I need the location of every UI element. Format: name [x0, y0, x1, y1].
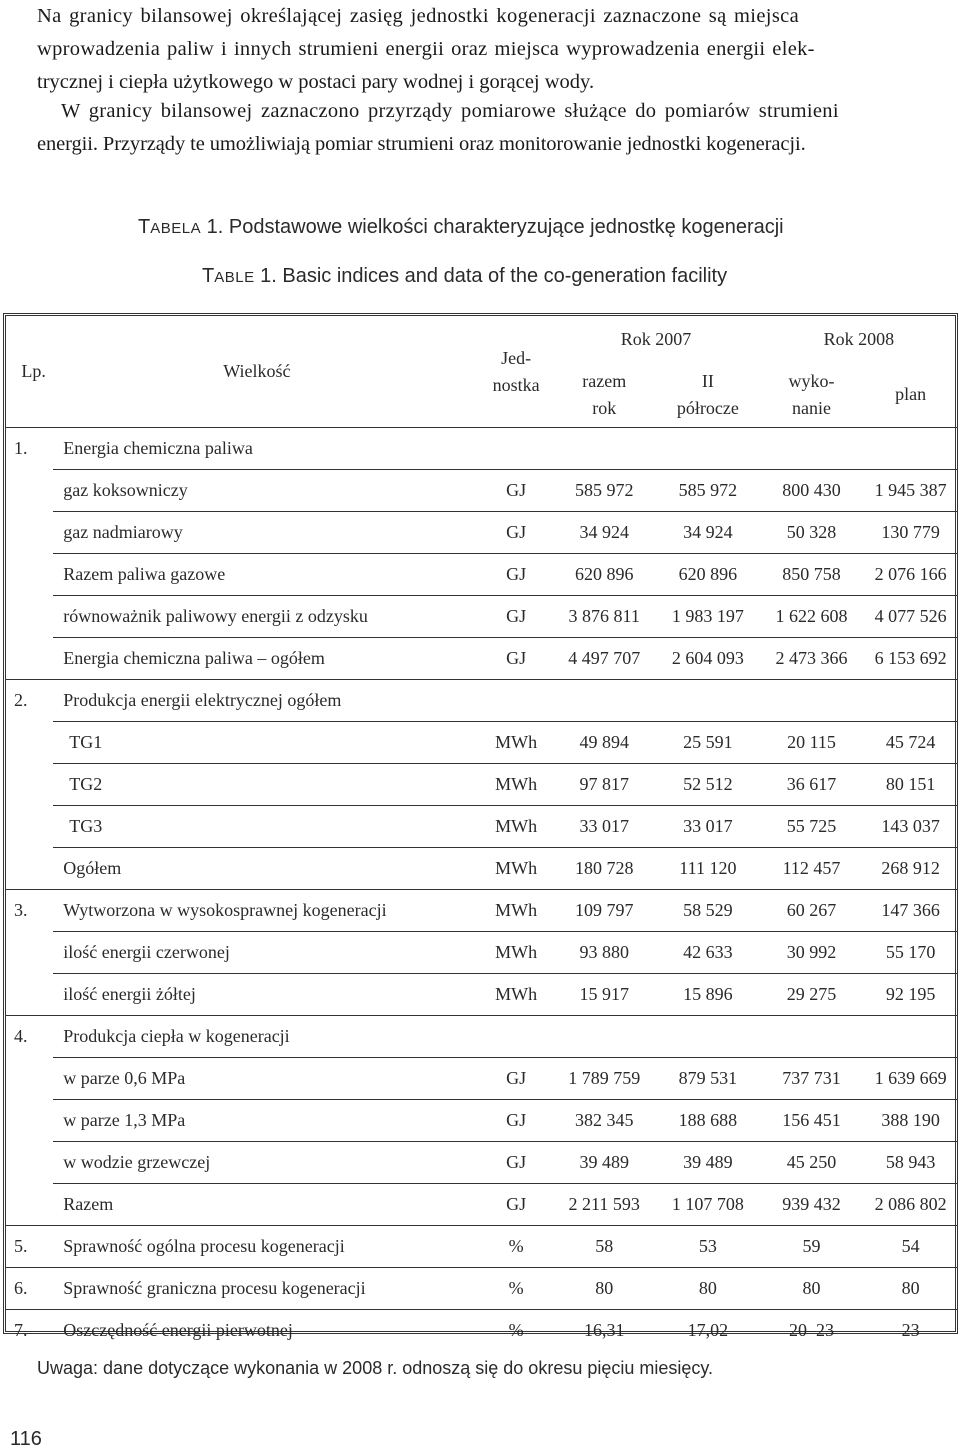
- caption-label: T: [138, 216, 151, 238]
- cell-unit: %: [480, 1226, 552, 1268]
- table-body: [6, 428, 958, 1352]
- cell-unit: GJ: [480, 1100, 552, 1142]
- cell-unit: GJ: [480, 512, 552, 554]
- cell-unit: GJ: [480, 1058, 552, 1100]
- cell-value-2008-plan: [863, 1016, 958, 1058]
- cell-name: TG1: [53, 722, 480, 764]
- cell-name: gaz nadmiarowy: [53, 512, 480, 554]
- cell-name: Oszczędność energii pierwotnej: [53, 1310, 480, 1352]
- cell-lp: [6, 554, 53, 596]
- cell-lp: [6, 638, 53, 680]
- paragraph-line: Na granicy bilansowej określającej zasięg jednostki kogeneracji zaznaczone są miejsca: [37, 5, 800, 27]
- cell-value-2008-wykonanie: 55 725: [760, 806, 864, 848]
- caption-text: 1. Podstawowe wielkości charakteryzujące jednostkę kogeneracji: [201, 216, 784, 238]
- cell-unit: GJ: [480, 470, 552, 512]
- cell-value-2007-polrocze: 52 512: [656, 764, 760, 806]
- paragraph-line: W granicy bilansowej zaznaczono przyrządy pomiarowe służące do pomiarów strumieni: [61, 100, 839, 122]
- cell-lp: [6, 470, 53, 512]
- cell-value-2007-rok: 15 917: [552, 974, 656, 1016]
- cell-name: TG3: [53, 806, 480, 848]
- cell-value-2008-plan: 23: [863, 1310, 958, 1352]
- cell-value-2007-rok: 16,31: [552, 1310, 656, 1352]
- header-line: nanie: [792, 397, 832, 418]
- cell-lp: [6, 932, 53, 974]
- cell-value-2007-rok: 97 817: [552, 764, 656, 806]
- cell-value-2008-wykonanie: 60 267: [760, 890, 864, 932]
- table-row: [6, 1268, 958, 1310]
- cell-lp: 1.: [6, 428, 53, 470]
- cell-name: w parze 0,6 MPa: [53, 1058, 480, 1100]
- cell-value-2008-wykonanie: [760, 1016, 864, 1058]
- cell-value-2008-wykonanie: 30 992: [760, 932, 864, 974]
- table-row: [6, 1142, 958, 1184]
- cell-value-2008-wykonanie: 20–23: [760, 1310, 864, 1352]
- intro-paragraph-1: [37, 0, 955, 99]
- cell-value-2007-rok: 3 876 811: [552, 596, 656, 638]
- cell-name: Ogółem: [53, 848, 480, 890]
- cell-unit: MWh: [480, 806, 552, 848]
- cell-value-2007-rok: 58: [552, 1226, 656, 1268]
- cell-lp: 4.: [6, 1016, 53, 1058]
- table-row: [6, 554, 958, 596]
- cell-value-2007-polrocze: 58 529: [656, 890, 760, 932]
- table-row: [6, 680, 958, 722]
- cell-name: Produkcja energii elektrycznej ogółem: [53, 680, 480, 722]
- table-row: [6, 512, 958, 554]
- cell-value-2008-wykonanie: [760, 428, 864, 470]
- cell-value-2008-wykonanie: 29 275: [760, 974, 864, 1016]
- cell-value-2008-wykonanie: 156 451: [760, 1100, 864, 1142]
- cell-value-2007-polrocze: 15 896: [656, 974, 760, 1016]
- cell-value-2007-polrocze: 2 604 093: [656, 638, 760, 680]
- cell-value-2008-plan: [863, 680, 958, 722]
- cell-value-2008-wykonanie: 20 115: [760, 722, 864, 764]
- data-table: [6, 316, 958, 1351]
- cell-unit: GJ: [480, 1142, 552, 1184]
- cell-value-2007-rok: [552, 428, 656, 470]
- cell-value-2007-polrocze: 620 896: [656, 554, 760, 596]
- cell-unit: [480, 428, 552, 470]
- cell-value-2008-plan: 1 945 387: [863, 470, 958, 512]
- cell-unit: MWh: [480, 764, 552, 806]
- cell-unit: [480, 680, 552, 722]
- cell-name: w parze 1,3 MPa: [53, 1100, 480, 1142]
- cell-unit: MWh: [480, 848, 552, 890]
- cell-value-2008-plan: 6 153 692: [863, 638, 958, 680]
- table-row: [6, 974, 958, 1016]
- cell-value-2008-wykonanie: 2 473 366: [760, 638, 864, 680]
- cell-name: Sprawność graniczna procesu kogeneracji: [53, 1268, 480, 1310]
- table-header: [6, 316, 958, 428]
- cell-unit: GJ: [480, 596, 552, 638]
- cell-value-2008-plan: 54: [863, 1226, 958, 1268]
- cell-value-2007-rok: 34 924: [552, 512, 656, 554]
- cell-value-2007-polrocze: 879 531: [656, 1058, 760, 1100]
- data-table-frame: [3, 313, 958, 1340]
- table-row: [6, 428, 958, 470]
- cell-value-2008-wykonanie: 800 430: [760, 470, 864, 512]
- cell-name: ilość energii żółtej: [53, 974, 480, 1016]
- cell-value-2008-plan: [863, 428, 958, 470]
- cell-value-2008-wykonanie: 850 758: [760, 554, 864, 596]
- header-year-2007: Rok 2007: [620, 328, 692, 349]
- cell-value-2008-wykonanie: 939 432: [760, 1184, 864, 1226]
- cell-value-2007-rok: 180 728: [552, 848, 656, 890]
- cell-value-2007-rok: 585 972: [552, 470, 656, 512]
- cell-name: Sprawność ogólna procesu kogeneracji: [53, 1226, 480, 1268]
- cell-lp: [6, 848, 53, 890]
- cell-unit: MWh: [480, 722, 552, 764]
- cell-unit: GJ: [480, 1184, 552, 1226]
- cell-value-2007-polrocze: [656, 428, 760, 470]
- cell-unit: %: [480, 1268, 552, 1310]
- table-row: [6, 638, 958, 680]
- cell-value-2007-rok: 39 489: [552, 1142, 656, 1184]
- cell-value-2008-plan: 268 912: [863, 848, 958, 890]
- cell-value-2007-rok: 4 497 707: [552, 638, 656, 680]
- cell-lp: 5.: [6, 1226, 53, 1268]
- cell-value-2007-polrocze: 1 983 197: [656, 596, 760, 638]
- cell-value-2007-polrocze: [656, 1016, 760, 1058]
- table-row: [6, 1058, 958, 1100]
- caption-text: 1. Basic indices and data of the co-generation facility: [254, 265, 728, 287]
- cell-value-2008-wykonanie: 112 457: [760, 848, 864, 890]
- cell-name: równoważnik paliwowy energii z odzysku: [53, 596, 480, 638]
- cell-lp: [6, 722, 53, 764]
- cell-value-2007-polrocze: 25 591: [656, 722, 760, 764]
- cell-value-2007-polrocze: [656, 680, 760, 722]
- table-row: [6, 1100, 958, 1142]
- cell-lp: [6, 974, 53, 1016]
- cell-lp: [6, 512, 53, 554]
- cell-name: Energia chemiczna paliwa – ogółem: [53, 638, 480, 680]
- cell-value-2008-plan: 4 077 526: [863, 596, 958, 638]
- table-row: [6, 470, 958, 512]
- cell-value-2008-wykonanie: 80: [760, 1268, 864, 1310]
- header-line: razem: [582, 370, 627, 391]
- cell-value-2008-plan: 80: [863, 1268, 958, 1310]
- cell-value-2008-wykonanie: 59: [760, 1226, 864, 1268]
- header-unit-line: Jed-: [501, 347, 532, 368]
- cell-name: TG2: [53, 764, 480, 806]
- cell-lp: [6, 1058, 53, 1100]
- cell-lp: 2.: [6, 680, 53, 722]
- cell-value-2007-rok: 382 345: [552, 1100, 656, 1142]
- cell-unit: GJ: [480, 554, 552, 596]
- cell-lp: [6, 1142, 53, 1184]
- cell-lp: [6, 764, 53, 806]
- cell-name: Energia chemiczna paliwa: [53, 428, 480, 470]
- cell-value-2007-rok: [552, 680, 656, 722]
- cell-value-2007-rok: 109 797: [552, 890, 656, 932]
- table-row: [6, 1016, 958, 1058]
- cell-value-2008-wykonanie: 45 250: [760, 1142, 864, 1184]
- header-col-polrocze: [656, 362, 760, 428]
- cell-unit: GJ: [480, 638, 552, 680]
- cell-name: Razem: [53, 1184, 480, 1226]
- table-row: [6, 1184, 958, 1226]
- paragraph-line: trycznej i ciepła użytkowego w postaci pary wodnej i gorącej wody.: [37, 71, 595, 93]
- header-line: półrocze: [676, 397, 739, 418]
- cell-unit: [480, 1016, 552, 1058]
- cell-value-2007-polrocze: 53: [656, 1226, 760, 1268]
- cell-value-2007-polrocze: 39 489: [656, 1142, 760, 1184]
- paragraph-line: wprowadzenia paliw i innych strumieni energii oraz miejsca wyprowadzenia energii elek-: [37, 38, 815, 60]
- cell-value-2007-rok: 2 211 593: [552, 1184, 656, 1226]
- table-row: [6, 764, 958, 806]
- table-footnote: Uwaga: dane dotyczące wykonania w 2008 r. odnoszą się do okresu pięciu miesięcy.: [37, 1358, 714, 1378]
- cell-lp: [6, 806, 53, 848]
- cell-value-2008-plan: 45 724: [863, 722, 958, 764]
- header-year-2008: Rok 2008: [823, 328, 895, 349]
- table-row: [6, 848, 958, 890]
- caption-label: T: [202, 265, 215, 287]
- cell-value-2007-rok: 1 789 759: [552, 1058, 656, 1100]
- cell-lp: 6.: [6, 1268, 53, 1310]
- cell-value-2007-rok: 620 896: [552, 554, 656, 596]
- cell-value-2008-plan: 2 076 166: [863, 554, 958, 596]
- cell-lp: [6, 596, 53, 638]
- header-col-plan: plan: [895, 384, 927, 404]
- table-row: [6, 596, 958, 638]
- cell-name: Produkcja ciepła w kogeneracji: [53, 1016, 480, 1058]
- cell-name: ilość energii czerwonej: [53, 932, 480, 974]
- cell-value-2007-polrocze: 34 924: [656, 512, 760, 554]
- cell-value-2007-rok: 49 894: [552, 722, 656, 764]
- cell-value-2008-wykonanie: 1 622 608: [760, 596, 864, 638]
- table-row: [6, 722, 958, 764]
- cell-name: gaz koksowniczy: [53, 470, 480, 512]
- page-number: 116: [10, 1428, 42, 1450]
- cell-name: Razem paliwa gazowe: [53, 554, 480, 596]
- cell-value-2007-polrocze: 80: [656, 1268, 760, 1310]
- cell-lp: 7.: [6, 1310, 53, 1352]
- cell-value-2008-wykonanie: 737 731: [760, 1058, 864, 1100]
- cell-unit: MWh: [480, 932, 552, 974]
- header-lp: Lp.: [21, 361, 46, 381]
- table-row: [6, 890, 958, 932]
- cell-value-2008-plan: 147 366: [863, 890, 958, 932]
- cell-value-2007-polrocze: 33 017: [656, 806, 760, 848]
- caption-label-smallcaps: ABLE: [214, 269, 255, 286]
- cell-value-2008-plan: 130 779: [863, 512, 958, 554]
- table-caption-pl: [138, 216, 784, 239]
- cell-value-2007-polrocze: 188 688: [656, 1100, 760, 1142]
- paragraph-line: energii. Przyrządy te umożliwiają pomiar strumieni oraz monitorowanie jednostki kogeneracji.: [37, 133, 806, 155]
- cell-value-2008-plan: 388 190: [863, 1100, 958, 1142]
- table-row: [6, 932, 958, 974]
- cell-value-2008-plan: 2 086 802: [863, 1184, 958, 1226]
- cell-name: w wodzie grzewczej: [53, 1142, 480, 1184]
- table-row: [6, 806, 958, 848]
- cell-value-2007-polrocze: 111 120: [656, 848, 760, 890]
- table-caption-en: [202, 265, 727, 288]
- table-row: [6, 1226, 958, 1268]
- cell-value-2008-plan: 80 151: [863, 764, 958, 806]
- cell-value-2008-wykonanie: [760, 680, 864, 722]
- cell-value-2007-polrocze: 1 107 708: [656, 1184, 760, 1226]
- cell-value-2008-wykonanie: 50 328: [760, 512, 864, 554]
- cell-value-2007-polrocze: 42 633: [656, 932, 760, 974]
- caption-label-smallcaps: ABELA: [150, 220, 202, 237]
- header-line: II: [701, 370, 714, 391]
- table-row: [6, 1310, 958, 1352]
- cell-value-2008-plan: 143 037: [863, 806, 958, 848]
- header-col-razem-rok: [552, 362, 656, 428]
- header-col-wykonanie: [760, 362, 864, 428]
- cell-unit: MWh: [480, 974, 552, 1016]
- header-unit: [480, 316, 552, 428]
- cell-lp: [6, 1184, 53, 1226]
- cell-name: Wytworzona w wysokosprawnej kogeneracji: [53, 890, 480, 932]
- cell-value-2007-polrocze: 585 972: [656, 470, 760, 512]
- header-line: wyko-: [788, 370, 835, 391]
- cell-value-2007-polrocze: 17,02: [656, 1310, 760, 1352]
- cell-value-2007-rok: 33 017: [552, 806, 656, 848]
- cell-value-2007-rok: 80: [552, 1268, 656, 1310]
- cell-value-2008-wykonanie: 36 617: [760, 764, 864, 806]
- header-name: Wielkość: [223, 361, 291, 381]
- header-line: rok: [592, 397, 617, 418]
- cell-value-2008-plan: 58 943: [863, 1142, 958, 1184]
- header-unit-line: nostka: [492, 374, 540, 395]
- intro-paragraph-2: [37, 95, 955, 161]
- cell-lp: [6, 1100, 53, 1142]
- cell-value-2008-plan: 1 639 669: [863, 1058, 958, 1100]
- cell-lp: 3.: [6, 890, 53, 932]
- cell-value-2008-plan: 92 195: [863, 974, 958, 1016]
- cell-value-2008-plan: 55 170: [863, 932, 958, 974]
- cell-value-2007-rok: [552, 1016, 656, 1058]
- cell-unit: %: [480, 1310, 552, 1352]
- cell-value-2007-rok: 93 880: [552, 932, 656, 974]
- cell-unit: MWh: [480, 890, 552, 932]
